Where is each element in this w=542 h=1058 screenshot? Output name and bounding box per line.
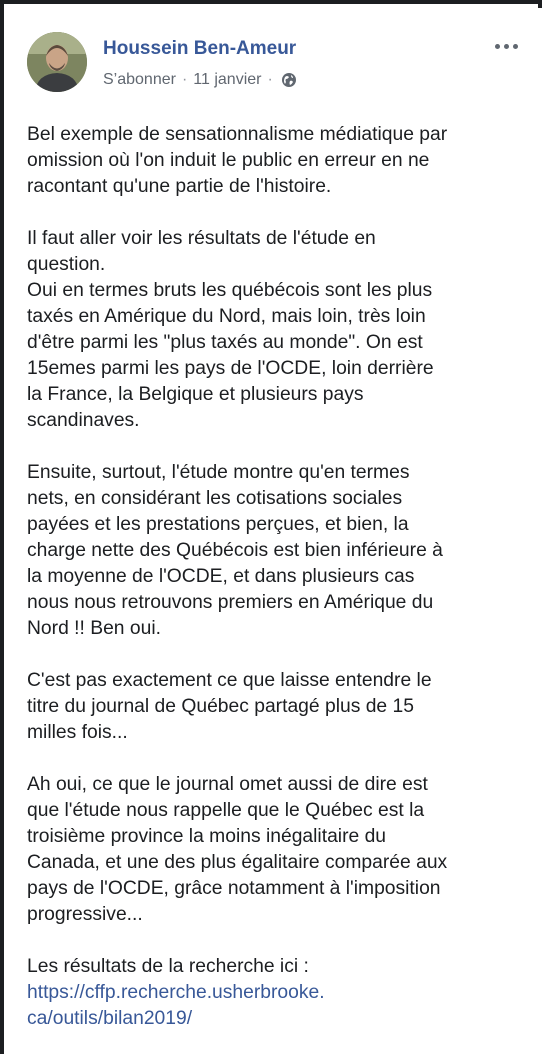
post-paragraph: Il faut aller voir les résultats de l'étude en question. Oui en termes bruts les québécois sont les plus taxés en Amérique du Nord, mais loin, très loin d'être parmi les "plus taxés au monde". On est 15emes parmi les pays de l'OCDE, loin derrière la France, la Belgique et plusieurs pays scandinaves. — [27, 228, 434, 431]
post-body — [27, 122, 532, 1032]
post-card — [8, 8, 542, 1058]
study-link[interactable]: https://cffp.recherche.usherbrooke. ca/outils/bilan2019/ — [27, 982, 325, 1029]
post-paragraph: Ensuite, surtout, l'étude montre qu'en termes nets, en considérant les cotisations sociales payées et les prestations perçues, et bien, la charge nette des Québécois est bien inférieure à la moyenne de l'OCDE, et dans plusieurs cas nous nous retrouvons premiers en Amérique du Nord !! Ben oui. — [27, 462, 443, 639]
results-label: Les résultats de la recherche ici : — [27, 956, 309, 977]
more-options-icon[interactable] — [488, 36, 524, 56]
post-date[interactable]: 11 janvier — [193, 71, 262, 88]
avatar-image — [27, 32, 87, 92]
results-paragraph — [27, 954, 532, 1032]
post-meta — [103, 71, 297, 89]
globe-icon[interactable] — [281, 72, 297, 88]
meta-separator: · — [181, 71, 188, 88]
avatar[interactable] — [27, 32, 87, 92]
meta-separator: · — [267, 71, 273, 88]
post-paragraph: Ah oui, ce que le journal omet aussi de dire est que l'étude nous rappelle que le Québec est la troisième province la moins inégalitaire du Canada, et une des plus égalitaire comparée aux pays de l'OCDE, grâce notamment à l'imposition progressive... — [27, 774, 448, 925]
subscribe-link[interactable]: S’abonner — [103, 71, 176, 88]
post-paragraph: Bel exemple de sensationnalisme médiatique par omission où l'on induit le public en erreur en ne racontant qu'une partie de l'histoire. — [27, 124, 448, 197]
author-name[interactable]: Houssein Ben-Ameur — [103, 38, 297, 59]
post-paragraph: C'est pas exactement ce que laisse entendre le titre du journal de Québec partagé plus de 15 milles fois... — [27, 670, 432, 743]
